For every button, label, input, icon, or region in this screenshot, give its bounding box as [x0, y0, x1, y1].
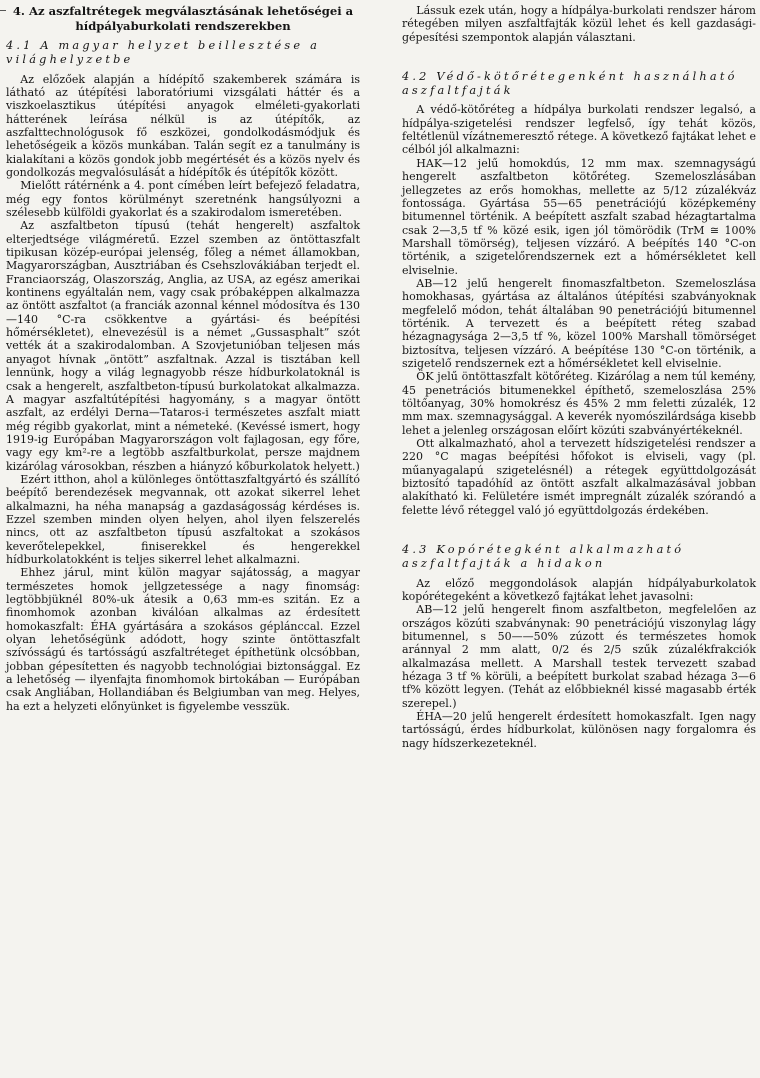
intro-paragraph: Lássuk ezek után, hogy a hídpálya-burkolati rendszer három rétegében milyen aszfaltfajták közül lehet és kell gazdasági-gépesítési szempontok alapján választani.	[402, 4, 756, 44]
paragraph: AB—12 jelű hengerelt finomaszfaltbeton. Szemeloszlása homokhasas, gyártása az általános útépítési szabványoknak megfelelő módon, tehát általában 90 penetrációjú bitumennel történik. A tervezett és a beépített réteg szabad hézagnagysága 2—3,5 tf %, közel 100% Marshall tömörséget biztosítva, teljesen vízzáró. A beépítése 130 °C-on történik, a szigetelő rendszernek ezt a hőmérsékletet kell elviselnie.	[402, 276, 756, 370]
paragraph: Ott alkalmazható, ahol a tervezett hídszigetelési rendszer a 220 °C magas beépítési hőfokot is elviseli, vagy (pl. műanyagalapú szigetelésnél) a rétegek együttdolgozását biztosító tapadóhíd az öntött aszfalt alkalmazásával jobban alakítható ki. Felületére ismét impregnált zúzalék szórandó a felette lévő réteggel való jó együttdolgozás érdekében.	[402, 437, 756, 517]
paragraph: Az előző meggondolások alapján hídpályaburkolatok kopórétegeként a következő fajtákat lehet javasolni:	[402, 576, 756, 603]
section-4-2-heading: 4.2 Védő-kötőrétegenként használható aszfaltfajták	[402, 70, 738, 98]
section-4-heading: 4. Az aszfaltrétegek megválasztásának lehetőségei a hídpályaburkolati rendszerekben	[12, 4, 354, 33]
paragraph: Ezért itthon, ahol a különleges öntöttaszfaltgyártó és szállító beépítő berendezések megvannak, ott azokat sikerrel lehet alkalmazni, ha néha manapság a gazdaságosság kérdéses is. Ezzel szemben minden olyen helyen, ahol ilyen felszerelés nincs, ott az aszfaltbeton típusú aszfaltokat a szokásos keverőtelepekkel, finiserekkel és hengerekkel hídburkolatokként is teljes sikerrel lehet alkalmazni.	[6, 472, 360, 566]
paragraph: AB—12 jelű hengerelt finom aszfaltbeton, megfelelően az országos közúti szabványnak: 90 penetrációjú viszonylag lágy bitumennel, s 50——50% zúzott és természetes homok aránnyal 2 mm alatt, 0/2 és 2/5 szűk zúzalékfrakciók alkalmazása mellett. A Marshall testek tervezett szabad hézaga 3 tf % körüli, a beépített burkolat szabad hézaga 3—6 tf% között legyen. (Tehát az előbbieknél kissé magasabb érték szerepel.)	[402, 603, 756, 710]
paragraph: ÉHA—20 jelű hengerelt érdesített homokaszfalt. Igen nagy tartósságú, érdes hídburkolat, különösen nagy forgalomra és nagy hídszerkezeteknél.	[402, 709, 756, 750]
paragraph: Az aszfaltbeton típusú (tehát hengerelt) aszfaltok elterjedtsége világméretű. Ezzel szemben az öntöttaszfalt tipikusan közép-európai jelenség, főleg a német államokban, Magyarországban, Ausztriában és Csehszlovákiában terjedt el. Franciaország, Olaszország, Anglia, az USA, az egész amerikai kontinens egyáltalán nem, vagy csak próbaképpen alkalmazza az öntött aszfaltot (a franciák azonnal kénnel módosítva és 130—140 °C-ra csökkentve a gyártási- és beépítési hőmérsékletet), elnevezésül is a német „Gussasphalt” szót vették át a szakirodalomban. A Szovjetunióban teljesen más anyagot hívnak „öntött” aszfaltnak. Azzal is tisztában kell lennünk, hogy a világ legnagyobb része hídburkolatoknál is csak a hengerelt, aszfaltbeton-típusú burkolatokat alkalmazza. A magyar aszfaltútépítési hagyomány, s a magyar öntött aszfalt, az erdélyi Derna—Tataros-i természetes aszfalt miatt még régibb gyakorlat, mint a németeké. (Kevéssé ismert, hogy 1919-ig Európában Magyarországon volt fajlagosan, egy főre, vagy egy km²-re a legtöbb aszfaltburkolat, persze majdnem kizárólag városokban, részben a hiányzó kőburkolatok helyett.)	[6, 219, 360, 473]
paragraph: ÖK jelű öntöttaszfalt kötőréteg. Kizárólag a nem túl kemény, 45 penetrációs bitumenekkel építhető, szemeloszlása 25% töltőanyag, 30% homokrész és 45% 2 mm feletti zúzalék, 12 mm max. szemnagysággal. A keverék nyomószilárdsága kisebb lehet a jelenleg országosan előírt közúti szabványértékeknél.	[402, 370, 756, 437]
left-column	[6, 4, 360, 713]
section-4-3-heading: 4.3 Kopórétegként alkalmazható aszfaltfajták a hidakon	[402, 543, 685, 571]
paragraph: HAK—12 jelű homokdús, 12 mm max. szemnagyságú hengerelt aszfaltbeton kötőréteg. Szemeloszlásában jellegzetes az erős homokhas, mellette az 5/12 zúzalékváz fontossága. Gyártása 55—65 penetrációjú középkemény bitumennel történik. A beépített aszfalt szabad hézagtartalma csak 2—3,5 tf % közé esik, igen jól tömörödik (TrM ≅ 100% Marshall tömörség), teljesen vízzáró. A beépítés 140 °C-on történik, a szigetelőrendszernek ezt a hőmérsékletet kell elviselnie.	[402, 156, 756, 277]
paragraph: Az előzőek alapján a hídépítő szakemberek számára is látható az útépítési laboratóriumi vizsgálati háttér és a viszkoelasztikus útépítési anyagok elméleti-gyakorlati hátterének leírása nélkül is az útépítők, az aszfalttechnológusok fő eszközei, gondolkodásmódjuk és lehetőségeik a közös munkában. Talán segít ez a tanulmány is kialakítani a közös gondok jobb megértését és a közös nyelv és gondolkozás megvalósulását a hídépítők és útépítők között.	[6, 72, 360, 179]
paragraph: Ehhez járul, mint külön magyar sajátosság, a magyar természetes homok jellgzetessége a nagy finomság: legtöbbjüknél 80%-uk átesik a 0,63 mm-es szitán. Ez a finomhomok azonban kiválóan alkalmas az érdesített homokaszfalt: ÉHA gyártására a szokásos géplánccal. Ezzel olyan lehetőségünk adódott, hogy szinte öntöttaszfalt szívósságú és tartósságú aszfaltréteget építhetünk olcsóbban, jobban gépesítetten és nagyobb technológiai biztonsággal. Ez a lehetőség — ilyenfajta finomhomok birtokában — Európában csak Angliában, Hollandiában és Belgiumban van meg. Helyes, ha ezt a helyzeti előnyünket is figyelembe vesszük.	[6, 566, 360, 713]
section-4-1-heading: 4.1 A magyar helyzet beillesztése a világhelyzetbe	[6, 39, 321, 67]
paragraph: A védő-kötőréteg a hídpálya burkolati rendszer legalsó, a hídpálya-szigetelési rendszer legfelső, így tehát közös, feltétlenül vízátnemeresztő rétege. A következő fajtákat lehet e célból jól alkalmazni:	[402, 103, 756, 157]
paragraph: Mielőtt rátérnénk a 4. pont címében leírt befejező feladatra, még egy fontos körülményt szeretnénk hangsúlyozni a szélesebb külföldi gyakorlat és a szakirodalom ismeretében.	[6, 179, 360, 220]
right-column	[402, 4, 756, 750]
